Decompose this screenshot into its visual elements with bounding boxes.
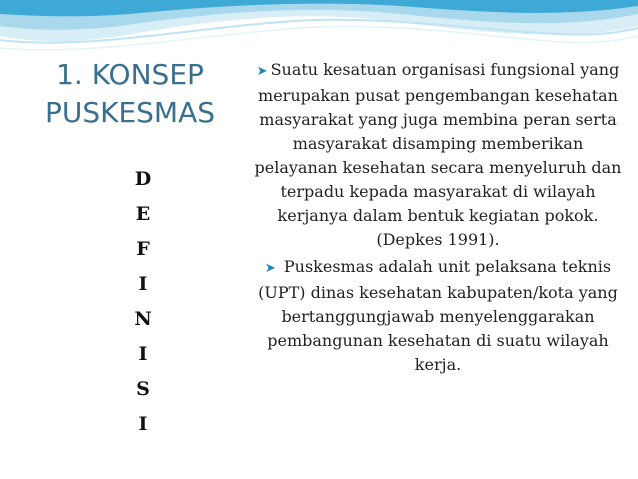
vertical-letter: I (138, 273, 148, 295)
title-line-1: 1. KONSEP (56, 58, 204, 91)
vertical-letter: S (136, 378, 150, 400)
bullet-text: Suatu kesatuan organisasi fungsional yang merupakan pusat pengembangan kesehatan masyarakat yang juga membina peran serta masyarakat disamping memberikan pelayanan kesehatan secara menyeluruh dan terpadu kepada masyarakat di wilayah kerjanya dalam bentuk kegiatan pokok. (Depkes 1991). (254, 60, 622, 249)
bullet-item (250, 58, 626, 252)
slide-title (14, 56, 246, 132)
arrow-bullet-icon: ➤ (264, 261, 276, 276)
bullet-list (250, 58, 626, 380)
vertical-letter: I (138, 343, 148, 365)
arrow-bullet-icon: ➤ (256, 64, 268, 79)
vertical-word-definisi (128, 162, 158, 442)
title-line-2: PUSKESMAS (44, 96, 216, 129)
vertical-letter: N (134, 308, 152, 330)
vertical-letter: F (136, 238, 150, 260)
vertical-letter: D (134, 168, 152, 190)
bullet-text: Puskesmas adalah unit pelaksana teknis (UPT) dinas kesehatan kabupaten/kota yang bertanggungjawab menyelenggarakan pembangunan kesehatan di suatu wilayah kerja. (258, 257, 618, 374)
vertical-letter: I (138, 413, 148, 435)
vertical-letter: E (135, 203, 151, 225)
bullet-item (250, 255, 626, 377)
